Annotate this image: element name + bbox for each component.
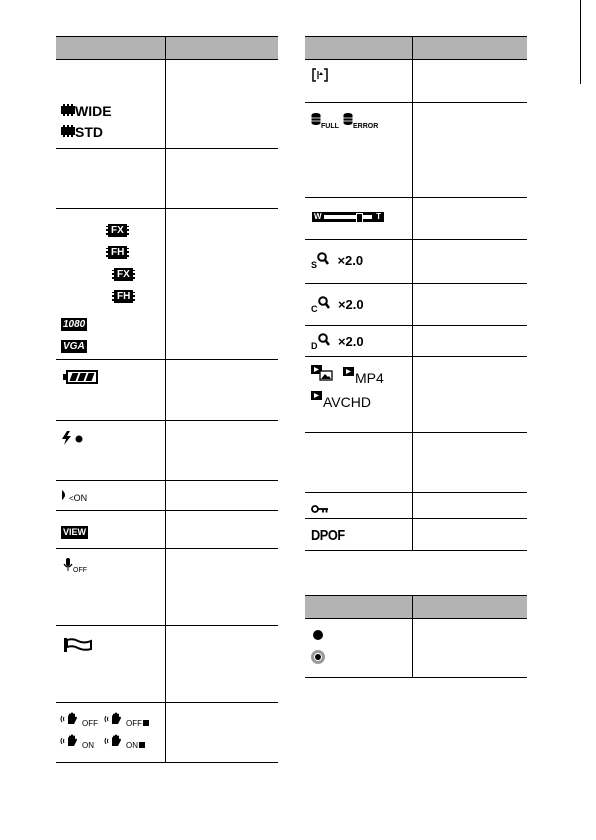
database-error-icon: ERROR <box>343 113 378 130</box>
header-cell-indication <box>165 37 278 60</box>
table-row <box>305 433 527 493</box>
header-cell-indication <box>412 596 527 619</box>
flash-charging-icon <box>61 431 87 449</box>
table-row <box>56 209 278 360</box>
table-row <box>56 703 278 763</box>
table-row <box>56 360 278 421</box>
focus-indicator-table <box>305 595 527 678</box>
page-margin-rule <box>580 0 581 84</box>
mic-off-icon: OFF <box>63 558 87 576</box>
table-row <box>305 326 527 357</box>
fx-quality-icon-2: FX <box>112 265 135 281</box>
table-row <box>56 149 278 209</box>
image-orientation-icon <box>312 68 328 86</box>
dpof-icon: DPOF <box>311 527 345 544</box>
smart-zoom-icon: S ×2.0 <box>311 253 364 270</box>
left-icon-table <box>56 36 278 763</box>
fh-quality-icon-2: FH <box>112 287 135 303</box>
digital-zoom-icon: D ×2.0 <box>311 334 364 351</box>
table-row <box>305 103 527 198</box>
focus-lock-dot-icon <box>313 628 323 644</box>
1080-size-icon: 1080 <box>63 319 86 330</box>
database-full-icon: FULL <box>311 113 339 130</box>
header-cell-display <box>56 37 165 60</box>
table-row <box>305 357 527 433</box>
wind-noise-reduction-icon <box>63 638 93 656</box>
steadyshot-off-2-icon: OFF <box>104 712 149 730</box>
table-row <box>305 493 527 519</box>
header-cell-indication <box>412 37 527 60</box>
mp4-view-icon: MP4 <box>343 365 384 385</box>
battery-icon <box>66 370 98 388</box>
af-illuminator-icon: <ON <box>61 489 87 505</box>
table-row <box>56 549 278 626</box>
table-row <box>305 619 527 678</box>
table-row <box>56 626 278 703</box>
live-view-icon: VIEW <box>63 527 87 537</box>
table-row <box>305 284 527 326</box>
std-aspect-icon: STD <box>61 124 103 140</box>
table-row <box>56 421 278 481</box>
table-row <box>305 519 527 551</box>
clear-image-zoom-icon: C ×2.0 <box>311 297 364 314</box>
wide-aspect-icon: WIDE <box>61 103 112 119</box>
header-cell-display <box>305 596 412 619</box>
table-row <box>56 481 278 511</box>
steadyshot-on-icon: ON <box>60 734 94 752</box>
steadyshot-on-2-icon: ON <box>104 734 145 752</box>
avchd-view-icon: AVCHD <box>311 389 371 409</box>
table-row <box>305 240 527 284</box>
table-row <box>305 198 527 240</box>
steadyshot-off-icon: OFF <box>60 712 98 730</box>
protect-key-icon <box>311 501 329 517</box>
zoom-scale-bar: W T <box>312 210 384 226</box>
table-row <box>56 60 278 149</box>
table-row <box>56 511 278 549</box>
right-icon-table <box>305 36 527 551</box>
vga-size-icon: VGA <box>63 341 85 352</box>
fx-quality-icon: FX <box>106 221 129 237</box>
focus-ring-icon <box>311 650 325 668</box>
header-cell-display <box>305 37 412 60</box>
table-row <box>305 60 527 103</box>
still-image-view-icon <box>311 365 335 385</box>
fh-quality-icon: FH <box>106 243 129 259</box>
